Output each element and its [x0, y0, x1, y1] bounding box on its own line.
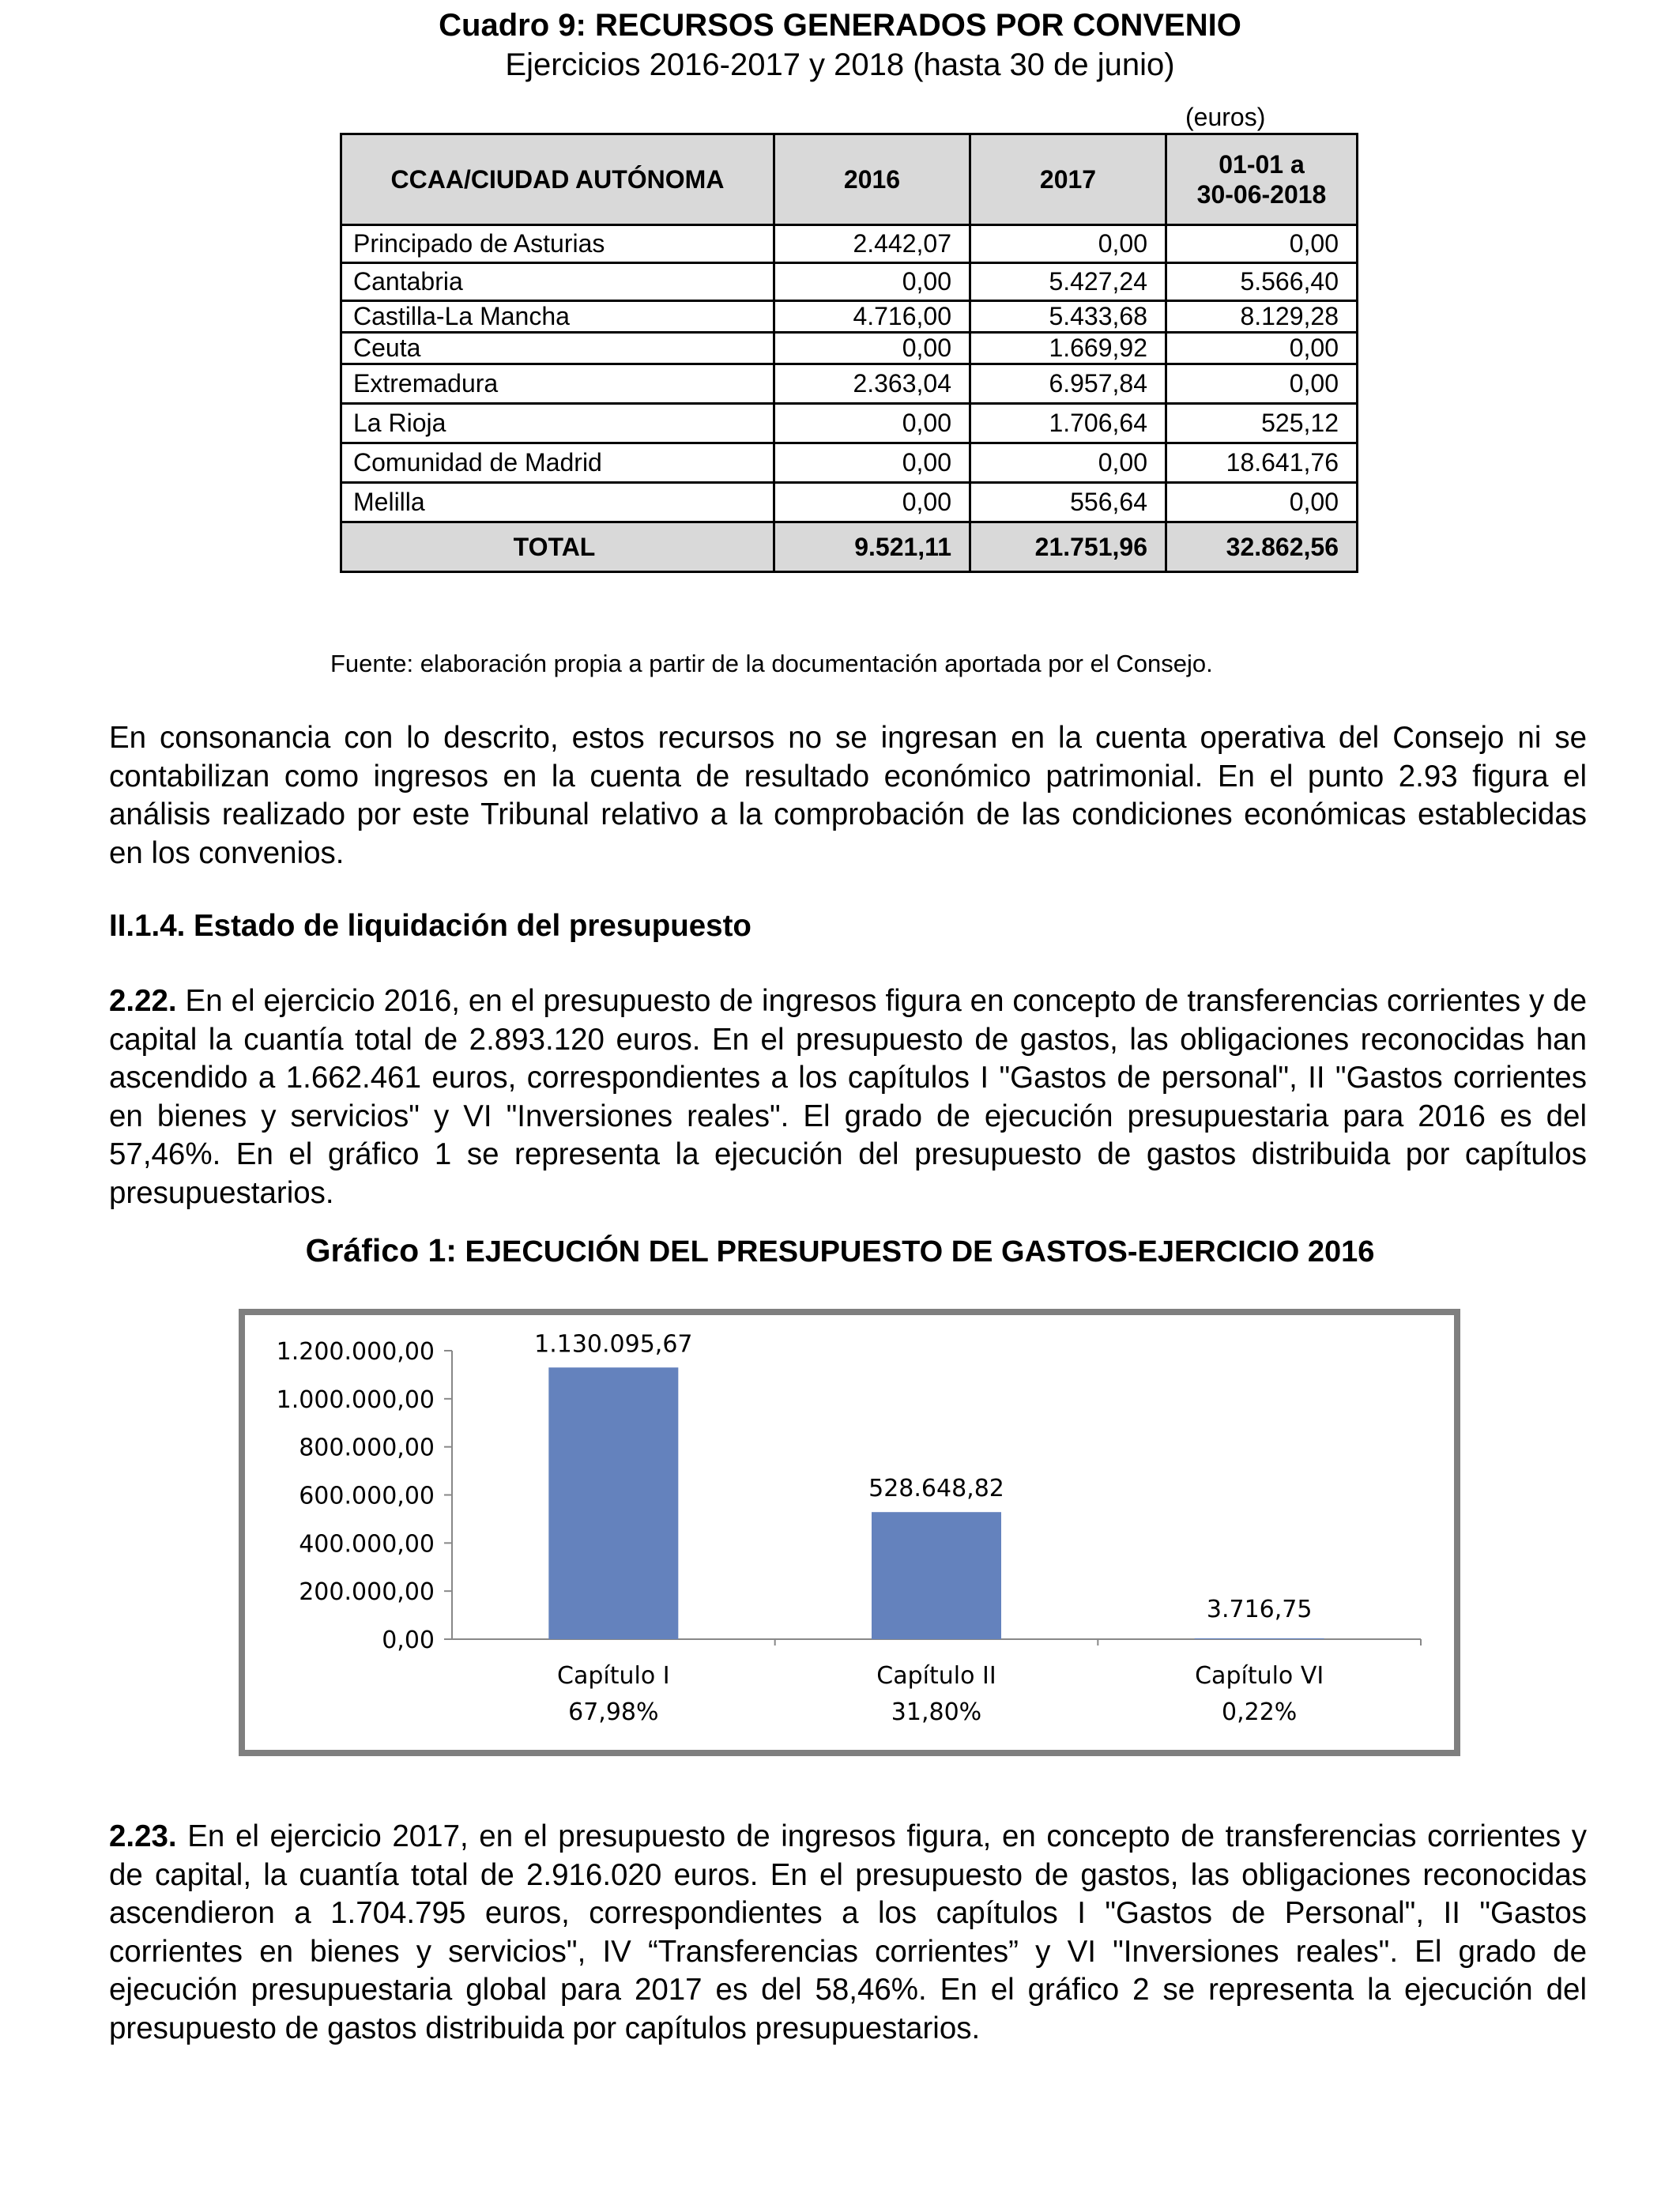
x-tick-label: Capítulo VI: [1195, 1662, 1324, 1690]
table-cell-value: 18.641,76: [1166, 443, 1358, 483]
bar: [872, 1512, 1001, 1639]
table-cell-name: TOTAL: [341, 522, 774, 572]
x-tick-percentage: 0,22%: [1222, 1698, 1298, 1726]
table-header-cell: CCAA/CIUDAD AUTÓNOMA: [341, 134, 774, 225]
table-cell-value: 6.957,84: [970, 364, 1166, 404]
table-cell-value: 525,12: [1166, 404, 1358, 443]
table-cell-value: 32.862,56: [1166, 522, 1358, 572]
table-cell-value: 0,00: [774, 333, 970, 364]
table-cell-name: Cantabria: [341, 263, 774, 301]
table-cell-name: La Rioja: [341, 404, 774, 443]
chart-title-prefix: Gráfico 1:: [305, 1232, 457, 1269]
table-cell-name: Ceuta: [341, 333, 774, 364]
table-cell-value: 0,00: [1166, 483, 1358, 522]
paragraph-2-23: [109, 1818, 1587, 2048]
table-header-row: [341, 134, 1358, 225]
table-header-cell: [1166, 134, 1358, 225]
table-title: Cuadro 9: RECURSOS GENERADOS POR CONVENIO: [439, 8, 1241, 43]
table-row: [341, 404, 1358, 443]
y-tick-label: 1.200.000,00: [276, 1338, 435, 1366]
table-cell-value: 2.442,07: [774, 225, 970, 263]
header-line: 30-06-2018: [1196, 180, 1327, 209]
table-header-cell: 2016: [774, 134, 970, 225]
table-row: [341, 333, 1358, 364]
data-label: 528.648,82: [868, 1475, 1004, 1503]
y-tick-label: 800.000,00: [299, 1434, 435, 1462]
bar: [548, 1367, 678, 1639]
y-tick-label: 0,00: [382, 1627, 435, 1654]
x-tick-label: Capítulo I: [557, 1662, 670, 1690]
x-tick-percentage: 67,98%: [568, 1698, 659, 1726]
paragraph-2-22: [109, 982, 1587, 1212]
y-tick-label: 600.000,00: [299, 1482, 435, 1510]
table-cell-value: 2.363,04: [774, 364, 970, 404]
table-cell-value: 0,00: [1166, 225, 1358, 263]
table-cell-name: Melilla: [341, 483, 774, 522]
table-cell-value: 0,00: [1166, 364, 1358, 404]
table-cell-name: Principado de Asturias: [341, 225, 774, 263]
table-cell-value: 4.716,00: [774, 301, 970, 333]
paragraph-text: En el ejercicio 2017, en el presupuesto de ingresos figura, en concepto de transferencias corrientes y de capital, la cuantía total de 2.916.020 euros. En el presupuesto de gastos, las obligaciones reconocidas ascendieron a 1.704.795 euros, correspondientes a los capítulos I "Gastos de Personal", II "Gastos corrientes en bienes y servicios", IV “Transferencias corrientes” y VI "Inversiones reales". El grado de ejecución presupuestaria global para 2017 es del 58,46%. En el gráfico 2 se representa la ejecución del presupuesto de gastos distribuida por capítulos presupuestarios.: [109, 1819, 1587, 2045]
x-tick-label: Capítulo II: [876, 1662, 996, 1690]
bar-chart-svg: [245, 1315, 1454, 1750]
paragraph-number: 2.22.: [109, 984, 177, 1018]
table-cell-value: 556,64: [970, 483, 1166, 522]
chart-title-text: EJECUCIÓN DEL PRESUPUESTO DE GASTOS-EJERCICIO 2016: [456, 1235, 1375, 1269]
table-cell-value: 0,00: [774, 404, 970, 443]
table-row: [341, 483, 1358, 522]
bar: [1195, 1638, 1324, 1639]
paragraph-text: En el ejercicio 2016, en el presupuesto de ingresos figura en concepto de transferencias corrientes y de capital la cuantía total de 2.893.120 euros. En el presupuesto de gastos, las obligaciones reconocidas han ascendido a 1.662.461 euros, correspondientes a los capítulos I "Gastos de personal", II "Gastos corrientes en bienes y servicios" y VI "Inversiones reales". El grado de ejecución presupuestaria para 2016 es del 57,46%. En el gráfico 1 se representa la ejecución del presupuesto de gastos distribuida por capítulos presupuestarios.: [109, 984, 1587, 1210]
table-cell-value: 0,00: [774, 443, 970, 483]
table-cell-value: 0,00: [970, 225, 1166, 263]
bar-chart: [239, 1309, 1460, 1756]
table-cell-value: 5.433,68: [970, 301, 1166, 333]
table-cell-value: 21.751,96: [970, 522, 1166, 572]
data-label: 3.716,75: [1206, 1596, 1313, 1623]
table-cell-value: 9.521,11: [774, 522, 970, 572]
y-tick-label: 400.000,00: [299, 1530, 435, 1559]
table-row: [341, 263, 1358, 301]
chart-title: [0, 1231, 1680, 1271]
table-row: [341, 301, 1358, 333]
paragraph: En consonancia con lo descrito, estos recursos no se ingresan en la cuenta operativa del Consejo ni se contabilizan como ingresos en la cuenta de resultado económico patrimonial. En el punto 2.93 figura el análisis realizado por este Tribunal relativo a la comprobación de las condiciones económicas establecidas en los convenios.: [109, 721, 1587, 870]
table-cell-name: Castilla-La Mancha: [341, 301, 774, 333]
table-total-row: [341, 522, 1358, 572]
table-cell-value: 5.566,40: [1166, 263, 1358, 301]
table-cell-value: 5.427,24: [970, 263, 1166, 301]
table-cell-name: Extremadura: [341, 364, 774, 404]
table-cell-name: Comunidad de Madrid: [341, 443, 774, 483]
header-line: 01-01 a: [1219, 150, 1305, 179]
x-tick-percentage: 31,80%: [891, 1698, 982, 1726]
table-subtitle: Ejercicios 2016-2017 y 2018 (hasta 30 de junio): [505, 47, 1175, 82]
table-cell-value: 0,00: [1166, 333, 1358, 364]
y-tick-label: 200.000,00: [299, 1578, 435, 1607]
table-cell-value: 0,00: [774, 483, 970, 522]
table-cell-value: 0,00: [970, 443, 1166, 483]
y-tick-label: 1.000.000,00: [276, 1385, 435, 1414]
table-row: [341, 364, 1358, 404]
paragraph-number: 2.23.: [109, 1819, 177, 1853]
table-source: Fuente: elaboración propia a partir de la documentación aportada por el Consejo.: [330, 650, 1213, 677]
table-cell-value: 1.669,92: [970, 333, 1166, 364]
table-row: [341, 225, 1358, 263]
table-cell-value: 1.706,64: [970, 404, 1166, 443]
table-row: [341, 443, 1358, 483]
table-units: (euros): [1185, 103, 1266, 131]
table-header-cell: 2017: [970, 134, 1166, 225]
data-label: 1.130.095,67: [534, 1330, 693, 1359]
resources-table: [340, 133, 1358, 573]
section-heading: II.1.4. Estado de liquidación del presupuesto: [109, 909, 751, 943]
table-cell-value: 8.129,28: [1166, 301, 1358, 333]
table-cell-value: 0,00: [774, 263, 970, 301]
